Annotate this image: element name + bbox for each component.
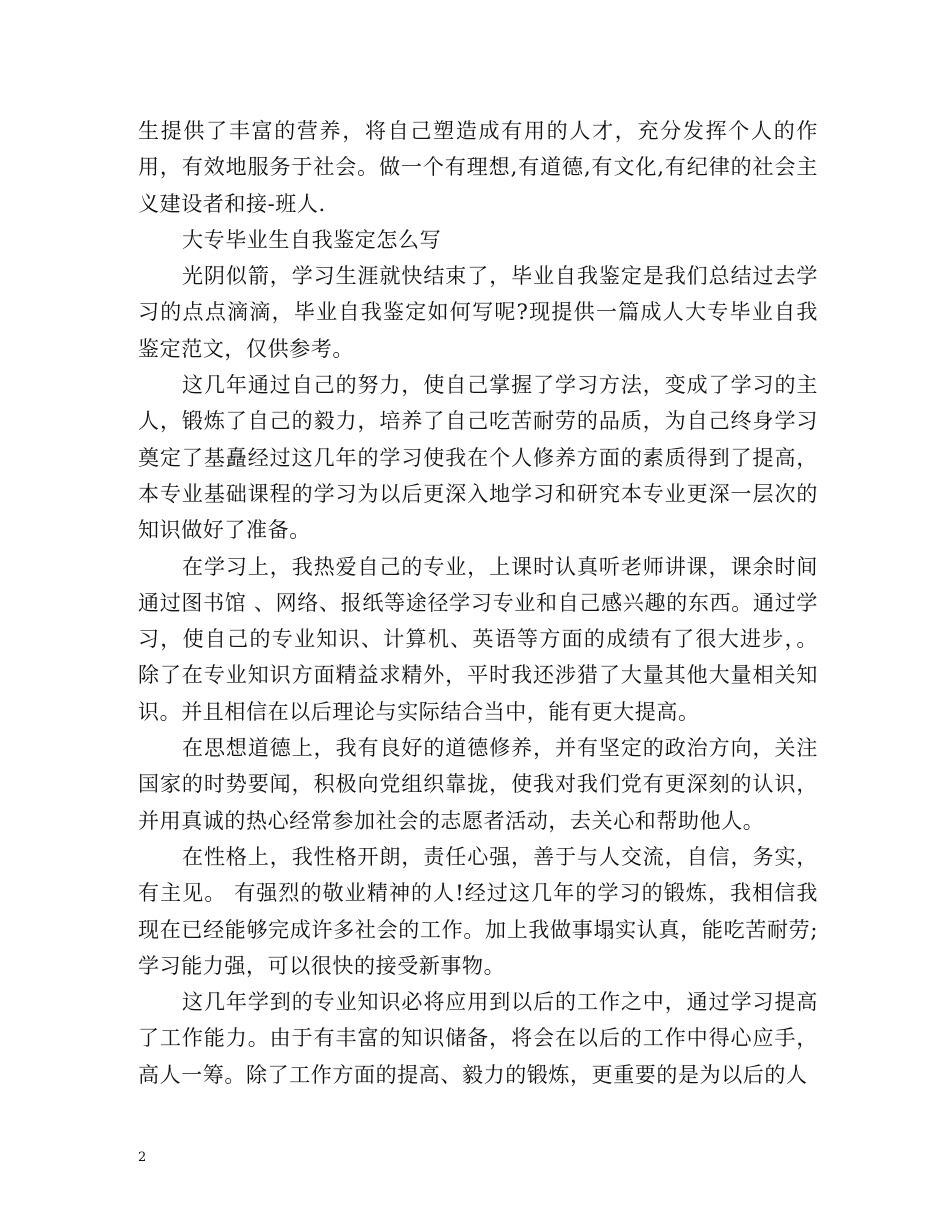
paragraph-intro: 光阴似箭，学习生涯就快结束了，毕业自我鉴定是我们总结过去学习的点点滴滴，毕业自我鉴定如何写呢?现提供一篇成人大专毕业自我鉴定范文，仅供参考。 bbox=[138, 264, 818, 361]
section-heading: 大专毕业生自我鉴定怎么写 bbox=[182, 227, 442, 252]
paragraph-study-method: 这几年通过自己的努力，使自己掌握了学习方法，变成了学习的主人，锻炼了自己的毅力，培养了自己吃苦耐劳的品质，为自己终身学习奠定了基矗经过这几年的学习使我在个人修养方面的素质得到了提高，本专业基础课程的学习为以后更深入地学习和研究本专业更深一层次的知识做好了准备。 bbox=[138, 373, 818, 543]
paragraph-continuation: 生提供了丰富的营养，将自己塑造成有用的人才，充分发挥个人的作用，有效地服务于社会。做一个有理想,有道德,有文化,有纪律的社会主义建设者和接-班人. bbox=[138, 119, 818, 216]
paragraph-study: 在学习上，我热爱自己的专业，上课时认真听老师讲课，课余时间通过图书馆 、网络、报纸等途径学习专业和自己感兴趣的东西。通过学习，使自己的专业知识、计算机、英语等方面的成绩有了很大进步，。除了在专业知识方面精益求精外，平时我还涉猎了大量其他大量相关知识。并且相信在以后理论与实际结合当中，能有更大提高。 bbox=[138, 554, 818, 724]
paragraph-personality: 在性格上，我性格开朗，责任心强，善于与人交流，自信，务实，有主见。 有强烈的敬业精神的人!经过这几年的学习的锻炼，我相信我现在已经能够完成许多社会的工作。加上我做事塌实认真，能吃苦耐劳;学习能力强，可以很快的接受新事物。 bbox=[138, 844, 818, 978]
paragraph-work: 这几年学到的专业知识必将应用到以后的工作之中，通过学习提高了工作能力。由于有丰富的知识储备，将会在以后的工作中得心应手，高人一筹。除了工作方面的提高、毅力的锻炼，更重要的是为以后的人 bbox=[138, 990, 818, 1087]
paragraph-morality: 在思想道德上，我有良好的道德修养，并有坚定的政治方向，关注国家的时势要闻，积极向党组织靠拢，使我对我们党有更深刻的认识，并用真诚的热心经常参加社会的志愿者活动，去关心和帮助他人。 bbox=[138, 736, 818, 833]
page-number: 2 bbox=[138, 1150, 147, 1165]
document-body bbox=[138, 113, 818, 1093]
